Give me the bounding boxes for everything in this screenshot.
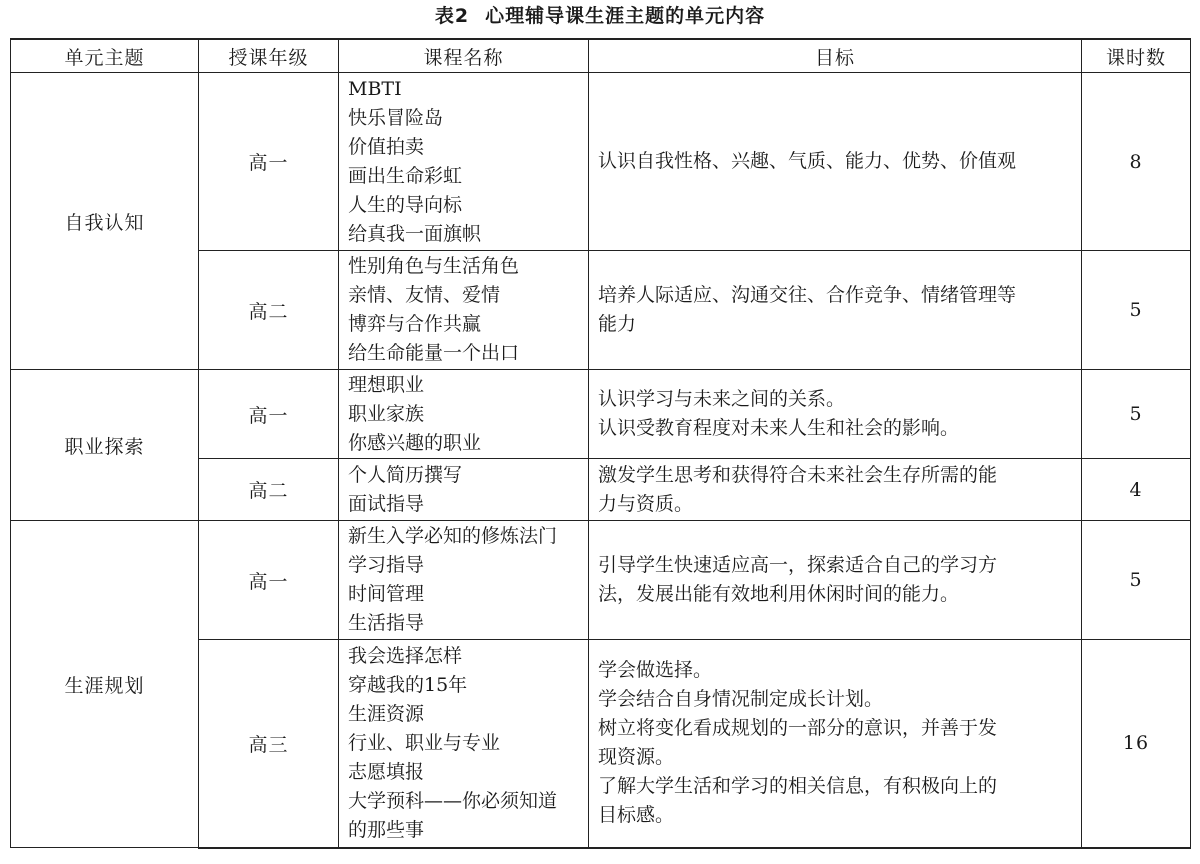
goal-text: 了解大学生活和学习的相关信息，有积极向上的 <box>598 775 998 798</box>
course-name: 生涯资源 <box>348 702 425 725</box>
course-name: MBTI <box>348 77 402 100</box>
grade-cell: 高一 <box>199 73 339 251</box>
goal-text: 培养人际适应、沟通交往、合作竞争、情绪管理等 <box>598 284 1017 306</box>
hours-cell: 8 <box>1082 73 1191 251</box>
course-name: 我会选择怎样 <box>348 644 463 667</box>
hours-cell: 5 <box>1082 521 1191 640</box>
course-name: 大学预科——你必须知道 <box>348 789 558 812</box>
grade-cell: 高二 <box>199 459 339 521</box>
theme-cell: 自我认知 <box>11 73 199 370</box>
goal-text: 能力 <box>598 313 637 335</box>
header-theme: 单元主题 <box>11 39 199 73</box>
course-name: 生活指导 <box>348 612 425 634</box>
course-name: 你感兴趣的职业 <box>348 431 482 454</box>
course-name: 理想职业 <box>348 373 425 396</box>
goal-text: 法，发展出能有效地利用休闲时间的能力。 <box>598 583 960 605</box>
table-row <box>11 370 1191 459</box>
course-name: 给生命能量一个出口 <box>348 342 520 364</box>
header-hours: 课时数 <box>1082 39 1191 73</box>
course-cell <box>339 251 589 370</box>
goal-cell <box>589 521 1082 640</box>
course-name: 亲情、友情、爱情 <box>348 284 501 306</box>
course-name: 人生的导向标 <box>348 193 463 216</box>
table-row <box>11 521 1191 640</box>
course-name: 职业家族 <box>348 402 425 425</box>
table-title: 心理辅导课生涯主题的单元内容 <box>485 5 766 27</box>
table-caption <box>0 0 1200 34</box>
course-cell <box>339 370 589 459</box>
course-name: 性别角色与生活角色 <box>348 255 520 277</box>
goal-text: 现资源。 <box>598 746 675 769</box>
goal-text: 引导学生快速适应高一，探索适合自己的学习方 <box>598 554 998 576</box>
goal-cell <box>589 640 1082 848</box>
course-name: 新生入学必知的修炼法门 <box>348 525 558 547</box>
unit-content-table <box>10 38 1191 849</box>
course-cell <box>339 73 589 251</box>
goal-text: 学会结合自身情况制定成长计划。 <box>598 688 884 711</box>
course-name: 个人简历撰写 <box>348 463 463 486</box>
table-number: 表2 <box>434 5 470 27</box>
course-name: 的那些事 <box>348 818 425 841</box>
header-row <box>11 39 1191 73</box>
course-name: 价值拍卖 <box>348 135 425 158</box>
theme-cell: 生涯规划 <box>11 521 199 848</box>
table-body <box>11 73 1191 848</box>
course-name: 给真我一面旗帜 <box>348 222 482 245</box>
goal-cell <box>589 251 1082 370</box>
course-cell <box>339 521 589 640</box>
goal-cell <box>589 459 1082 521</box>
grade-cell: 高三 <box>199 640 339 848</box>
header-grade: 授课年级 <box>199 39 339 73</box>
goal-text: 认识学习与未来之间的关系。 <box>598 388 846 410</box>
grade-cell: 高一 <box>199 521 339 640</box>
theme-cell: 职业探索 <box>11 370 199 521</box>
course-name: 学习指导 <box>348 554 425 576</box>
hours-cell: 5 <box>1082 251 1191 370</box>
course-name: 志愿填报 <box>348 760 425 783</box>
course-name: 穿越我的15年 <box>348 673 468 696</box>
course-name: 时间管理 <box>348 583 425 605</box>
goal-text: 学会做选择。 <box>598 659 713 682</box>
header-course: 课程名称 <box>339 39 589 73</box>
goal-cell <box>589 73 1082 251</box>
course-name: 快乐冒险岛 <box>348 106 444 129</box>
goal-cell <box>589 370 1082 459</box>
grade-cell: 高一 <box>199 370 339 459</box>
course-name: 面试指导 <box>348 492 425 515</box>
grade-cell: 高二 <box>199 251 339 370</box>
goal-text: 认识自我性格、兴趣、气质、能力、优势、价值观 <box>598 150 1017 172</box>
course-name: 画出生命彩虹 <box>348 164 463 187</box>
goal-text: 认识受教育程度对未来人生和社会的影响。 <box>598 417 960 439</box>
goal-text: 力与资质。 <box>598 492 694 515</box>
course-name: 博弈与合作共赢 <box>348 313 482 335</box>
table-row <box>11 73 1191 251</box>
course-cell <box>339 459 589 521</box>
hours-cell: 16 <box>1082 640 1191 848</box>
course-cell <box>339 640 589 848</box>
goal-text: 激发学生思考和获得符合未来社会生存所需的能 <box>598 463 998 486</box>
goal-text: 目标感。 <box>598 804 675 827</box>
goal-text: 树立将变化看成规划的一部分的意识，并善于发 <box>598 717 998 740</box>
header-goal: 目标 <box>589 39 1082 73</box>
hours-cell: 4 <box>1082 459 1191 521</box>
course-name: 行业、职业与专业 <box>348 731 501 754</box>
hours-cell: 5 <box>1082 370 1191 459</box>
